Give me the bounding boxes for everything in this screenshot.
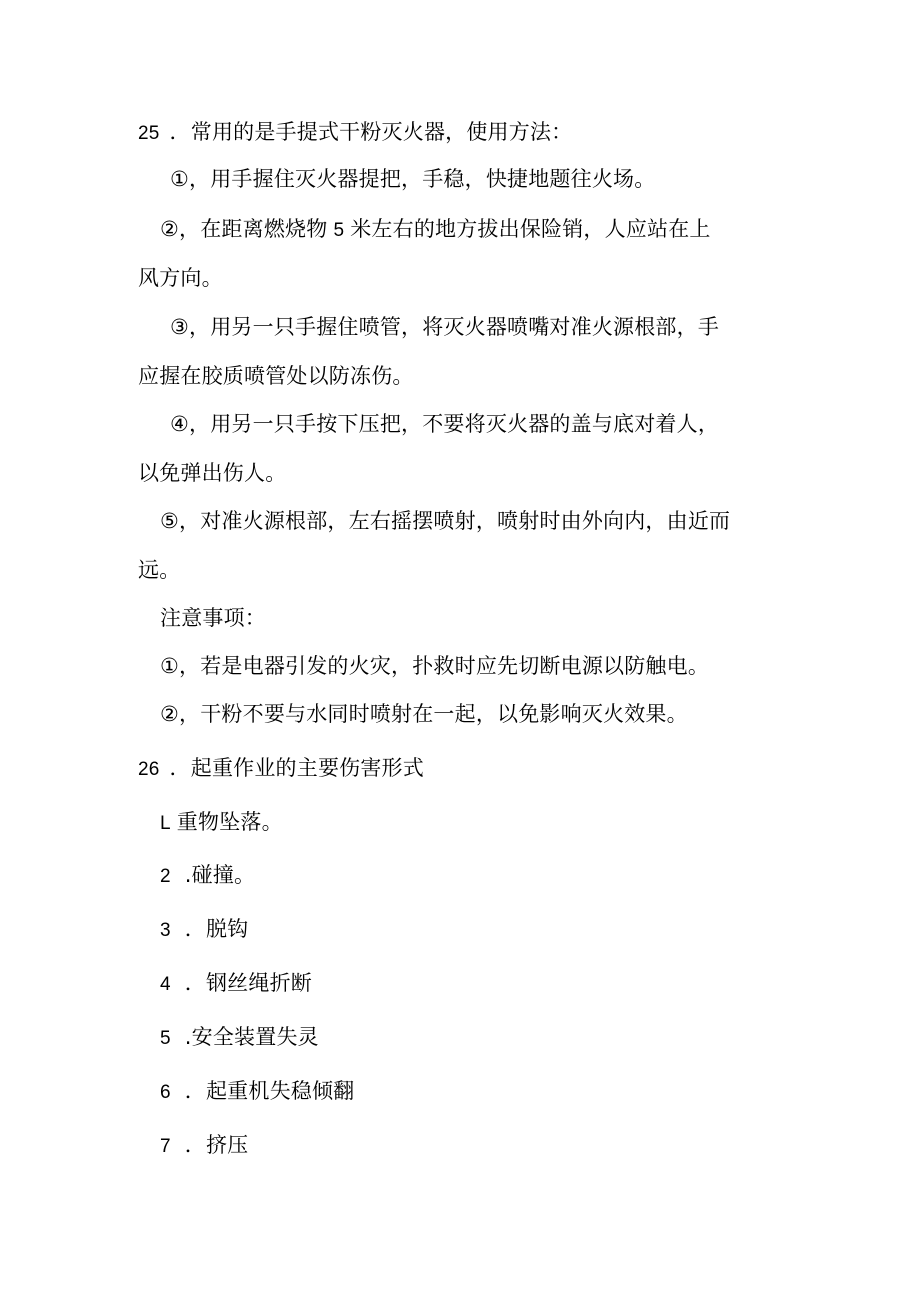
list-item-number: 6 <box>160 1082 171 1103</box>
list-item-text: 重物坠落。 <box>176 810 283 834</box>
list-item-text: ．钢丝绳折断 <box>184 971 312 995</box>
list-item <box>160 968 312 1000</box>
step-3-line-2: 应握在胶质喷管处以防冻伤。 <box>138 364 414 388</box>
list-item-text: .碰撞。 <box>184 863 256 887</box>
list-item-number: 3 <box>160 920 171 941</box>
step-4-line-2: 以免弹出伤人。 <box>138 461 287 485</box>
step-4-line-1: ④，用另一只手按下压把，不要将灭火器的盖与底对着人， <box>170 412 720 436</box>
step-2-line-1 <box>160 214 711 246</box>
step-1: ①，用手握住灭火器提把，手稳，快捷地题往火场。 <box>170 167 656 191</box>
list-item-text: ．脱钩 <box>184 917 249 941</box>
list-item-number: 5 <box>160 1028 171 1049</box>
list-item <box>160 1076 354 1108</box>
section-26-title: ．起重作业的主要伤害形式 <box>169 756 424 780</box>
step-2-text-a: ②，在距离燃烧物 <box>160 217 328 241</box>
note-2: ②，干粉不要与水同时喷射在一起，以免影响灭火效果。 <box>160 702 688 726</box>
step-2-text-b: 米左右的地方拔出保险销，人应站在上 <box>350 217 711 241</box>
list-item <box>160 807 283 839</box>
step-2-line-2: 风方向。 <box>138 266 223 290</box>
section-26-heading <box>138 753 424 785</box>
list-item-number: 4 <box>160 974 171 995</box>
list-item <box>160 914 248 946</box>
list-item-number: L <box>160 813 171 834</box>
notes-title: 注意事项： <box>160 606 266 630</box>
step-5-line-1: ⑤，对准火源根部，左右摇摆喷射，喷射时由外向内，由近而 <box>160 509 731 533</box>
section-25-number: 25 <box>138 123 160 144</box>
step-2-distance: 5 <box>333 220 345 241</box>
list-item-number: 2 <box>160 866 171 887</box>
list-item-text: .安全装置失灵 <box>184 1025 319 1049</box>
list-item-text: ．起重机失稳倾翻 <box>184 1079 355 1103</box>
section-25-title: ．常用的是手提式干粉灭火器，使用方法： <box>169 120 573 144</box>
step-5-line-2: 远。 <box>138 558 181 582</box>
list-item <box>160 860 255 892</box>
list-item <box>160 1022 319 1054</box>
section-25-heading <box>138 117 572 149</box>
section-26-number: 26 <box>138 759 160 780</box>
note-1: ①，若是电器引发的火灾，扑救时应先切断电源以防触电。 <box>160 654 710 678</box>
step-3-line-1: ③，用另一只手握住喷管，将灭火器喷嘴对准火源根部，手 <box>170 315 720 339</box>
list-item <box>160 1130 248 1162</box>
list-item-text: ．挤压 <box>184 1133 249 1157</box>
list-item-number: 7 <box>160 1136 171 1157</box>
